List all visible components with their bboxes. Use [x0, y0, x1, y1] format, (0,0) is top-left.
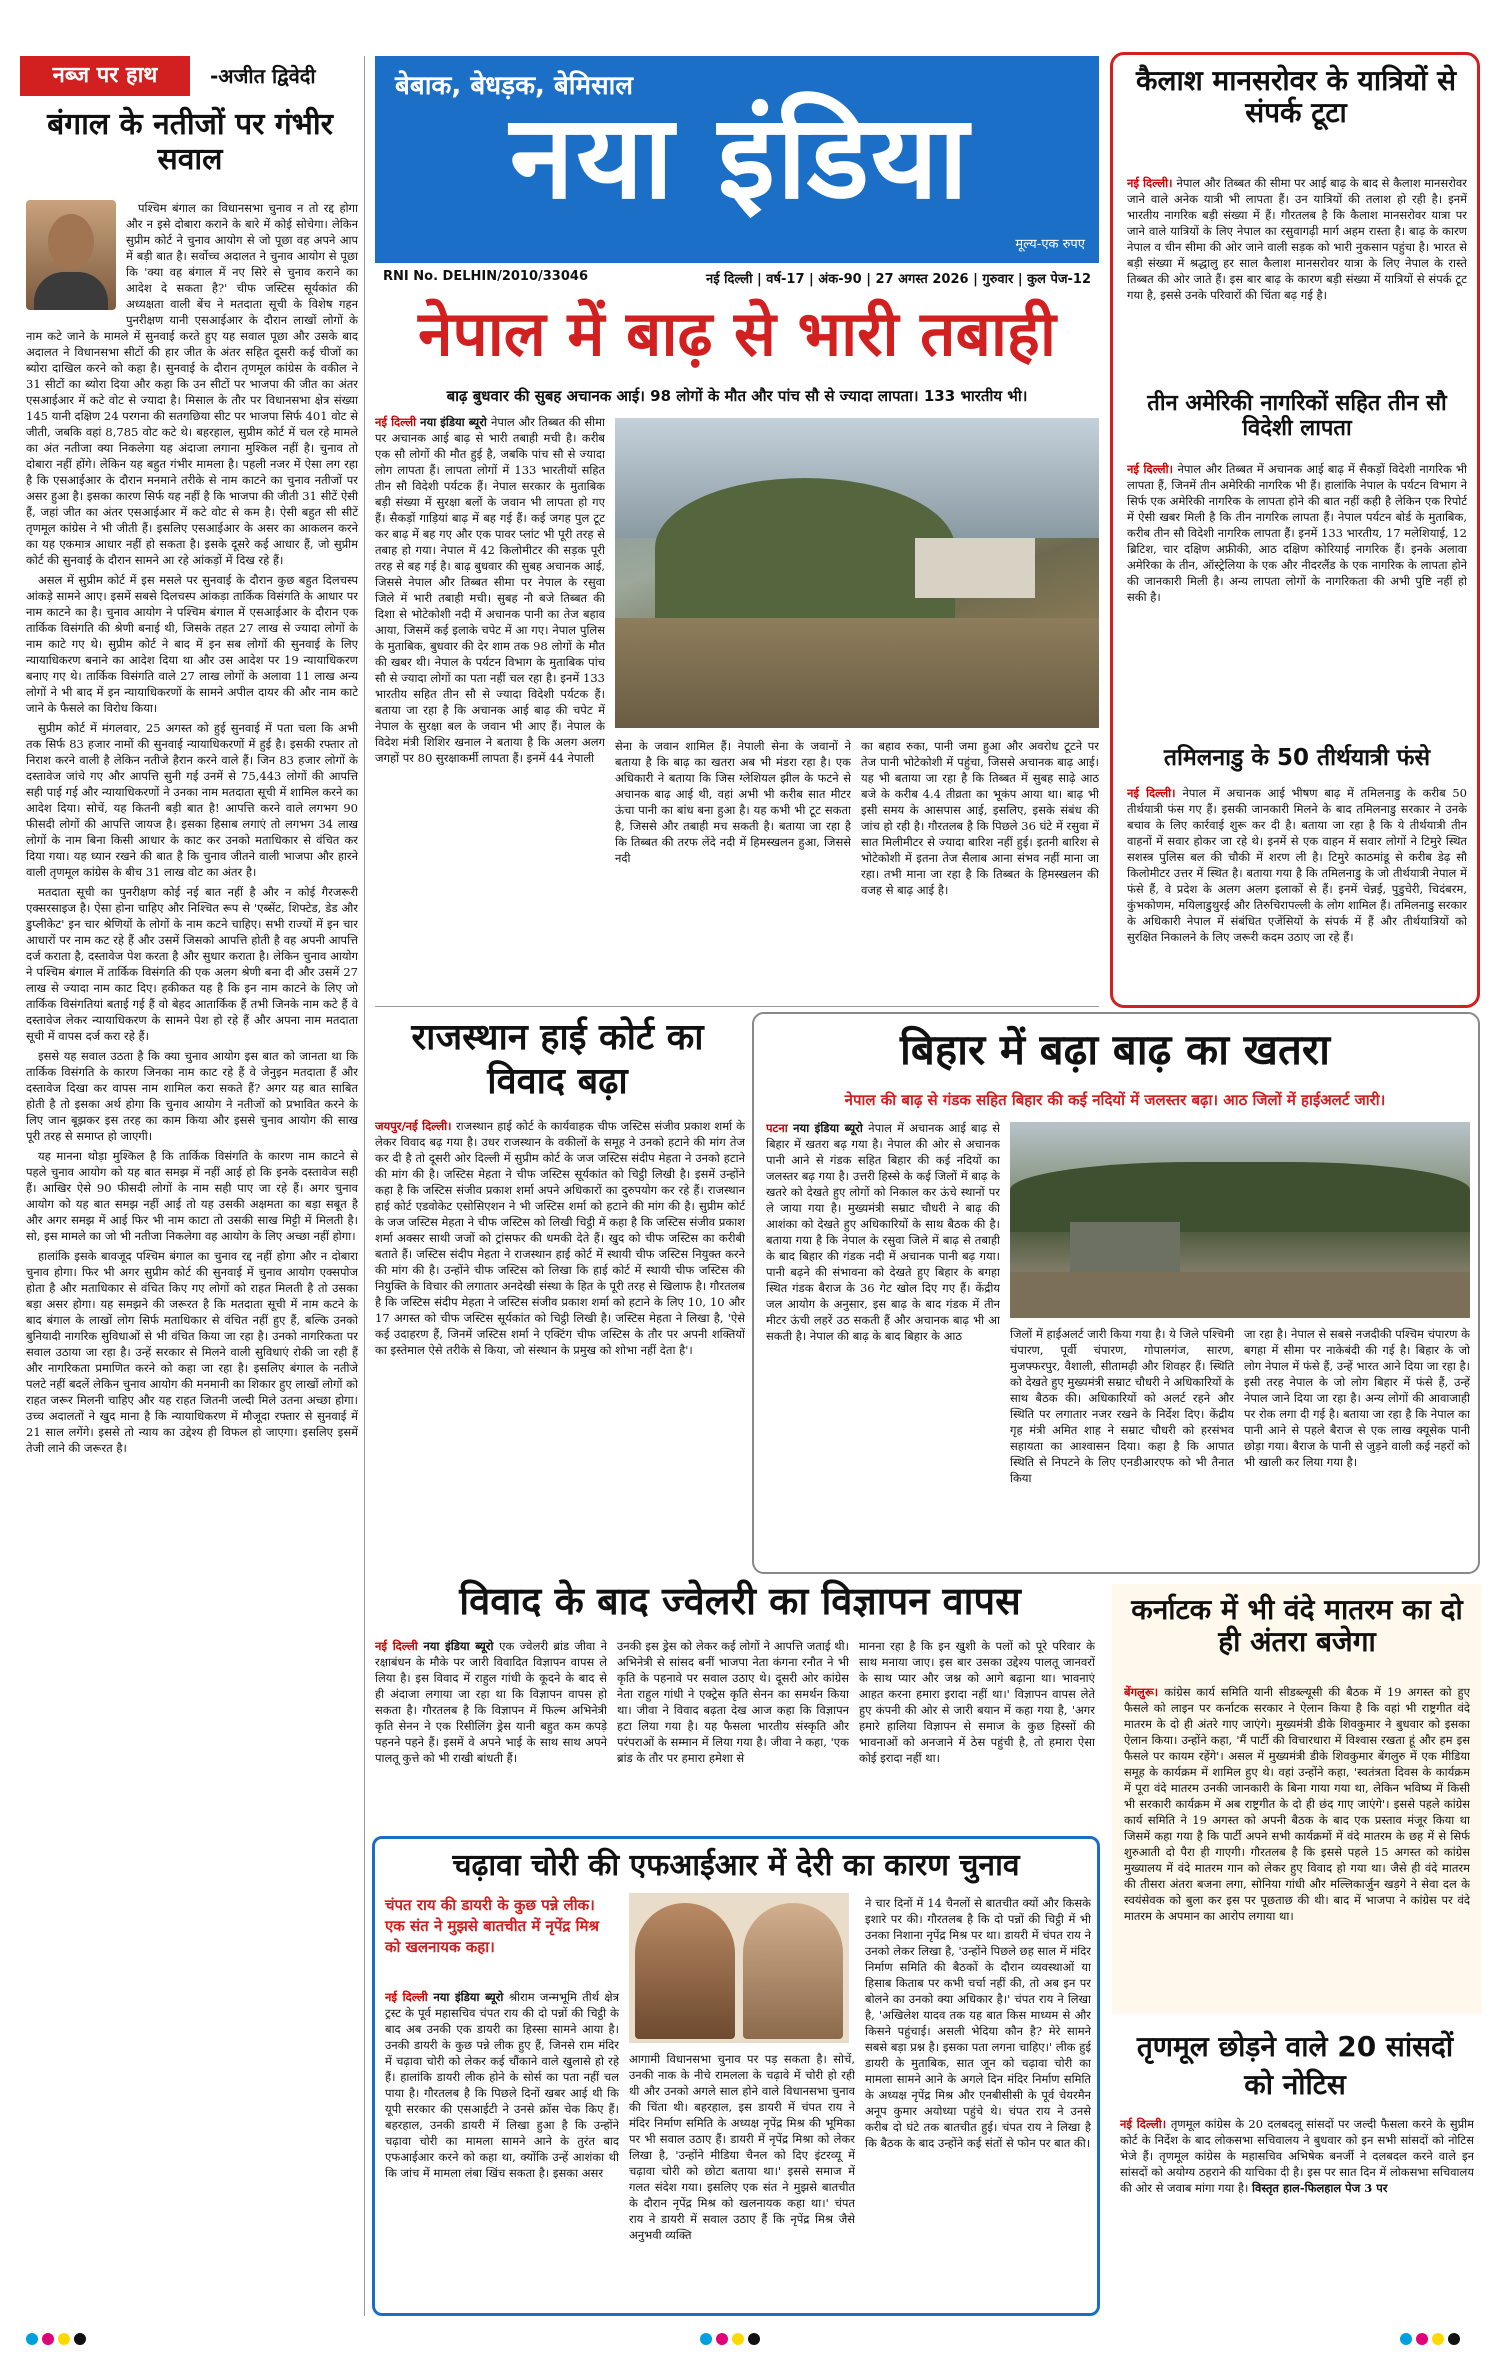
chadhawa-photos — [629, 1893, 849, 2043]
jewellery-byline: नया इंडिया ब्यूरो — [423, 1639, 500, 1653]
chadhawa-callout: चंपत राय की डायरी के कुछ पन्ने लीक। एक संत ने मुझसे बातचीत में नृपेंद्र मिश्र को खलनायक कहा। — [385, 1896, 600, 1956]
tmc-dateline: नई दिल्ली। — [1120, 2117, 1171, 2131]
chadhawa-byline: नया इंडिया ब्यूरो — [433, 1990, 509, 2004]
column-author: -अजीत द्विवेदी — [210, 64, 316, 88]
column-paragraph: यह मानना थोड़ा मुश्किल है कि तार्किक विसंगति के कारण नाम काटने से पहले चुनाव आयोग को यह बात समझ में नहीं आई हो कि इनके दस्तावेज सही हैं। आखिर ऐसे 90 फीसदी लोगों के नाम सही पाए जा रहे हैं। अगर चुनाव आयोग को यह बात समझ नहीं आई तो यह उसकी अक्षमता का बड़ा सबूत है और अगर समझ में आई फिर भी नाम काटा तो उसकी साख मिट्टी में मिलती है। सो, इस मामले का जो भी नतीजा निकलेगा वह आयोग के लिए अच्छा नहीं होगा। — [26, 1149, 358, 1243]
chadhawa-col3 — [865, 1895, 1091, 2305]
column-paragraph: पश्चिम बंगाल का विधानसभा चुनाव न तो रद्द होगा और न इसे दोबारा कराने के बारे में कोई सोचेगा। लेकिन सुप्रीम कोर्ट ने चुनाव आयोग से जो पूछा वह अपने आप में बड़ी बात है। सर्वोच्च अदालत ने चुनाव आयोग से पूछा कि 'क्या वह बंगाल में नए सिरे से चुनाव कराने का आदेश दे सकता है?' चीफ जस्टिस सूर्यकांत की अध्यक्षता वाली बेंच ने मतदाता सूची के विशेष गहन पुनरीक्षण यानी एसआईआर के दौरान लाखों लोगों के नाम कटे जाने के मामले में सुनवाई करते हुए यह सवाल पूछा और उसके बाद अदालत ने विधानसभा सीटों की हार जीत के अंतर सहित दूसरी कई चीजों का ब्योरा दाखिल करने को कहा है। सुनवाई के दौरान तृणमूल कांग्रेस के वकील ने 31 सीटों का ब्योरा दिया और कहा कि उन सीटों पर भाजपा की जीत का अंतर एसआईआर में कटे वोट से ज्यादा है। मिसाल के तौर पर विधानसभा क्षेत्र संख्या 145 यानी दक्षिण 24 परगना की सतगछिया सीट पर भाजपा सिर्फ 401 वोट से जीती, जबकि वहां 8,785 वोट कटे थे। बहरहाल, सुप्रीम कोर्ट में चल रहे मामले का अंत नतीजा क्या निकलेगा यह अंदाजा लगाना मुश्किल नहीं है। चुनाव तो दोबारा नहीं होंगे। लेकिन यह बहुत गंभीर मामला है। पहली नजर में ऐसा लग रहा है कि एसआईआर के दौरान मनमाने तरीके से नाम काटने का चुनाव नतीजों पर असर हुआ है। इसका कारण सिर्फ यह नहीं है कि भाजपा की जीती 31 सीटें ऐसी हैं, जहां जीत का अंतर एसआईआर में कटे वोट से कम है। ऐसी बहुत सी सीटें तृणमूल कांग्रेस ने भी जीती हैं। इसलिए एसआईआर के असर का आकलन करने का यह एकमात्र आधार नहीं हो सकता है। इसके दूसरे कई आधार हैं, जो सुप्रीम कोर्ट की सुनवाई के दौरान सामने आ रहे आंकड़ों में दिख रहे हैं। — [26, 201, 358, 567]
column-label: नब्ज पर हाथ — [20, 56, 190, 96]
americans-dateline: नई दिल्ली। — [1127, 462, 1178, 476]
chadhawa-text-2: आगामी विधानसभा चुनाव पर पड़ सकता है। सोचें, उनकी नाक के नीचे रामलला के चढ़ावे में चोरी हो रही थी और उनको अगले साल होने वाले विधानसभा चुनाव की चिंता थी। बहरहाल, इस डायरी में चंपत राय ने मंदिर निर्माण समिति के अध्यक्ष नृपेंद्र मिश्र की भूमिका पर भी सवाल उठाए हैं। डायरी में नृपेंद्र मिश्रा को लेकर लिखा है, 'उन्होंने मीडिया चैनल को दिए इंटरव्यू में चढ़ावा चोरी को छोटा बताया था।' इससे समाज में गलत संदेश गया। इसलिए एक संत ने मुझसे बातचीत के दौरान नृपेंद्र मिश्र को खलनायक कहा था।' चंपत राय ने डायरी में सवाल उठाए हैं कि नृपेंद्र मिश्र जैसे अनुभवी व्यक्ति — [629, 2052, 855, 2242]
bihar-text-1: नेपाल में अचानक आई बाढ़ से बिहार में खतरा बढ़ गया है। नेपाल की ओर से अचानक पानी आने से गंडक सहित बिहार की कई नदियों का जलस्तर बढ़ गया है। उत्तरी हिस्से के कई जिलों में बाढ़ के खतरे को देखते हुए लोगों को निकाल कर ऊंचे स्थानों पर ले जाया गया है। मुख्यमंत्री सम्राट चौधरी ने बाढ़ की आशंका को देखते हुए अधिकारियों के साथ बैठक की है। बताया गया है कि नेपाल के रसुवा जिले में बाढ़ से तबाही के बाद बिहार की गंडक नदी में अचानक पानी बढ़ गया। पानी बढ़ने की संभावना को देखते हुए बिहार के बगहा स्थित गंडक बैराज के 36 गेट खोल दिए गए हैं। केंद्रीय जल आयोग के अनुसार, इस बाढ़ के बाद गंडक में तीन मीटर ऊंची लहरें उठ सकती हैं और अचानक बाढ़ भी आ सकती है। नेपाल की बाढ़ के बाद बिहार के आठ — [766, 1121, 1000, 1343]
chadhawa-box — [372, 1836, 1100, 2316]
photo-mud — [615, 618, 1099, 728]
registration-marks-left — [26, 2330, 90, 2349]
portrait-right — [743, 1903, 843, 2039]
photo-hillside — [655, 478, 955, 618]
bihar-flood-photo — [1010, 1122, 1470, 1318]
nepal-text-2: सेना के जवान शामिल हैं। नेपाली सेना के जवानों ने बताया है कि बाढ़ का खतरा अब भी मंडरा रहा है। एक अधिकारी ने बताया कि जिस ग्लेशियल झील के फटने से अचानक बाढ़ आई थी, वहां अभी भी करीब सात मीटर ऊंचा पानी का बांध बना हुआ है। यह कभी भी टूट सकता है, जिससे और तबाही मच सकती है। बताया जा रहा है कि तिब्बत की तरफ लेंदे नदी में हिमस्खलन हुआ, जिससे नदी — [615, 739, 851, 865]
bihar-headline: बिहार में बढ़ा बाढ़ का खतरा — [900, 1025, 1330, 1074]
chadhawa-text-1: श्रीराम जन्मभूमि तीर्थ क्षेत्र ट्रस्ट के पूर्व महासचिव चंपत राय की दो पन्नों की चिट्ठी के बाद अब उनकी एक डायरी का हिस्सा सामने आया है। उनकी डायरी के कुछ पन्ने लीक हुए हैं, जिनसे राम मंदिर में चढ़ावा चोरी को लेकर कई चौंकाने वाले खुलासे हो रहे हैं। हालांकि डायरी लीक होने के सोर्स का पता नहीं चल पाया है। गौरतलब है कि पिछले दिनों खबर आई थी कि यूपी सरकार की एसआईटी ने उनसे क्रॉस चेक किए हैं। बहरहाल, उनकी डायरी में लिखा हुआ है कि उन्होंने चढ़ावा चोरी का मामला सामने आने के तुरंत बाद एफआईआर करने को कहा था, क्योंकि उन्हें आशंका थी कि जांच में मामला लंबा खिंच सकता है। इसका असर — [385, 1990, 619, 2180]
karnataka-headline: कर्नाटक में भी वंदे मातरम का दो ही अंतरा बजेगा — [1131, 1593, 1463, 1659]
karnataka-box — [1112, 1584, 1482, 2014]
bihar-col3 — [1244, 1326, 1470, 1568]
column-body — [26, 200, 358, 2310]
kailash-body — [1127, 175, 1467, 387]
nepal-text-3: का बहाव रुका, पानी जमा हुआ और अवरोध टूटने पर तेज पानी भोटेकोशी में पहुंचा, जिससे अचानक बाढ़ आई। यह भी बताया जा रहा है कि तिब्बत में सुबह साढ़े आठ बजे के करीब 4.4 तीव्रता का भूकंप आया था। बाढ़ भी इसी समय के आसपास आई, इसलिए, इसके संबंध की जांच हो रही है। गौरतलब है कि पिछले 36 घंटे में रसुवा में सात मिलीमीटर से ज्यादा बारिश नहीं हुई। इतनी बारिश से भोटेकोशी में इतना तेज सैलाब आना संभव नहीं माना जा रहा। तभी माना जा रहा है कि तिब्बत के हिमस्खलन की वजह से बाढ़ आई है। — [861, 739, 1099, 897]
photo-debris — [1010, 1272, 1470, 1318]
jewellery-col2 — [617, 1638, 849, 1828]
tmc-text: तृणमूल कांग्रेस के 20 दलबदलू सांसदों पर जल्दी फैसला करने के सुप्रीम कोर्ट के निर्देश के बाद लोकसभा सचिवालय ने बुधवार को इन सभी सांसदों को नोटिस भेजे हैं। तृणमूल कांग्रेस के महासचिव अभिषेक बनर्जी ने दलबदल करने वाले इन सांसदों को अयोग्य ठहराने की याचिका दी है। इस पर सात दिन में लोकसभा सचिवालय की ओर से जवाब मांगा गया है। — [1120, 2117, 1474, 2195]
nepal-byline: नया इंडिया ब्यूरो — [420, 415, 491, 429]
tamilnadu-dateline: नई दिल्ली। — [1127, 786, 1183, 800]
rajasthan-text: राजस्थान हाई कोर्ट के कार्यवाहक चीफ जस्टिस संजीव प्रकाश शर्मा के लेकर विवाद बढ़ गया है। उधर राजस्थान के वकीलों के समूह ने उनको हटाने की मांग तेज कर दी है तो दूसरी ओर दिल्ली में सुप्रीम कोर्ट के जज जस्टिस संदीप मेहता ने उनको हटाने की मांग की है। जस्टिस मेहता ने चीफ जस्टिस सूर्यकांत को चिट्ठी लिखी है। इसमें उन्होंने कहा है कि जस्टिस संजीव प्रकाश शर्मा अपने अधिकारों का दुरुपयोग कर रहे हैं। राजस्थान हाई कोर्ट एडवोकेट एसोसिएशन ने भी जस्टिस शर्मा को हटाने की मांग की है। सुप्रीम कोर्ट के जज जस्टिस मेहता ने चीफ जस्टिस को लिखी चिट्ठी में कहा है कि जस्टिस संजीव प्रकाश शर्मा अक्सर साथी जजों को ट्रांसफर की धमकी देते हैं। खुद को चीफ जस्टिस का करीबी बताते हैं। जस्टिस संदीप मेहता ने राजस्थान हाई कोर्ट में स्थायी चीफ जस्टिस नियुक्त करने की मांग की है। उन्होंने चीफ जस्टिस को लिखा कि हाई कोर्ट में स्थायी चीफ जस्टिस की नियुक्ति के विचार की लगातार अनदेखी संस्था के हित के पूरी तरह से खिलाफ है। गौरतलब है कि जस्टिस संदीप मेहता ने जस्टिस संजीव प्रकाश शर्मा को हटाने के लिए 10, 10 और 17 अगस्त को चीफ जस्टिस सूर्यकांत को चिट्ठी लिखी है। जस्टिस मेहता ने लिखा है, 'ऐसे कई उदाहरण हैं, जिनमें जस्टिस शर्मा ने एक्टिंग चीफ जस्टिस के तौर पर अपनी शक्तियों का इस्तेमाल ऐसे तरीके से किया, जो संस्थान के प्रमुख को शोभा नहीं देता है'। — [375, 1119, 745, 1357]
column-paragraph: हालांकि इसके बावजूद पश्चिम बंगाल का चुनाव रद्द नहीं होगा और न दोबारा चुनाव होगा। फिर भी अगर सुप्रीम कोर्ट की सुनवाई में चुनाव आयोग एक्सपोज होता है और मताधिकार से वंचित किए गए लोगों को राहत मिलती है तो उसका बड़ा असर होगा। यह समझने की जरूरत है कि मतदाता सूची में नाम कटने के बाद बंगाल के लाखों लोग सिर्फ मताधिकार से वंचित नहीं हुए हैं, बल्कि उनको बुनियादी नागरिक सुविधाओं से भी वंचित किया जा रहा है। उनको नागरिकता पर सवाल उठाया जा रहा है। उन्हें सरकार से मिलने वाली सुविधाएं रोकी जा रही हैं और नागरिकता प्रमाणित करने को कहा जा रहा है। इसलिए बंगाल के नतीजे पलटे नहीं बदलें लेकिन चुनाव आयोग की मनमानी का शिकार हुए लाखों लोगों को राहत जरूर मिलनी चाहिए और यह राहत जितनी जल्दी मिले उतना अच्छा होगा। उच्च अदालतों ने खुद माना है कि न्यायाधिकरण में मौजूदा रफ्तार से सुनवाई में 21 साल लगेंगे। इससे तो न्याय का उद्देश्य ही विफल हो जाएगा। इसलिए इसमें तेजी लाने की जरूरत है। — [26, 1249, 358, 1455]
jewellery-text-3: मानना रहा है कि इन खुशी के पलों को पूरे परिवार के साथ मनाया जाए। इस बार उसका उद्देश्य पालतू जानवरों के साथ प्यार और जश्न को आगे बढ़ाना था। भावनाएं आहत करना हमारा इरादा नहीं था।' विज्ञापन वापस लेते हुए कंपनी की ओर से जारी बयान में कहा गया है, 'अगर हमारे हालिया विज्ञापन से समाज के कुछ हिस्सों की भावनाओं को अनजाने में ठेस पहुंची है, तो हमारा ऐसा कोई इरादा नहीं था। — [859, 1639, 1095, 1765]
rajasthan-body — [375, 1118, 745, 1562]
photo-buildings — [915, 538, 1035, 598]
right-news-box — [1110, 52, 1480, 1008]
americans-text: नेपाल और तिब्बत में अचानक आई बाढ़ में सैकड़ों विदेशी नागरिक भी लापता हैं, जिनमें तीन अमेरिकी नागरिक भी हैं। हालांकि नेपाल के पर्यटन विभाग ने सिर्फ एक अमेरिकी नागरिक के लापता होने की बात नहीं कही है लेकिन एक रिपोर्ट में ऐसी खबर मिली है कि तीन नागरिक लापता हैं। नेपाल पर्यटन बोर्ड के मुताबिक, करीब तीन सौ विदेशी नागरिक लापता हैं। इनमें 133 भारतीय, 17 मलेशियाई, 12 ब्रिटिश, चार दक्षिण अफ्रीकी, आठ दक्षिण कोरियाई नागरिक हैं। इनके अलावा अमेरिका के तीन, ऑस्ट्रेलिया के एक और नीदरलैंड के एक नागरिक के लापता होने की जानकारी मिली है। अन्य लापता लोगों के नागरिकता की अभी पुष्टि नहीं हो सकी है। — [1127, 462, 1467, 604]
nepal-dateline: नई दिल्ली — [375, 415, 421, 429]
jewellery-col3 — [859, 1638, 1095, 1828]
column-label-bar — [20, 56, 360, 96]
tamilnadu-headline: तमिलनाडु के 50 तीर्थयात्री फंसे — [1163, 745, 1431, 771]
chadhawa-col2 — [629, 2051, 855, 2305]
nepal-col2 — [615, 738, 851, 994]
kailash-dateline: नई दिल्ली। — [1127, 176, 1177, 190]
nepal-subhead: बाढ़ बुधवार की सुबह अचानक आई। 98 लोगों के मौत और पांच सौ से ज्यादा लापता। 133 भारतीय भी। — [446, 387, 1028, 405]
bihar-text-2: जिलों में हाईअलर्ट जारी किया गया है। ये जिले पश्चिमी चंपारण, पूर्वी चंपारण, गोपालगंज, सारण, मुजफ्फरपुर, वैशाली, सीतामढ़ी और शिवहर हैं। स्थिति को देखते हुए मुख्यमंत्री सम्राट चौधरी ने अधिकारियों के साथ बैठक की। अधिकारियों को अलर्ट रहने और स्थिति पर लगातार नजर रखने के निर्देश दिए। केंद्रीय गृह मंत्री अमित शाह ने सम्राट चौधरी को हरसंभव सहायता का आश्वासन दिया। कहा है कि आपात स्थिति से निपटने के लिए एनडीआरएफ को भी तैनात किया — [1010, 1327, 1234, 1485]
bihar-text-3: जा रहा है। नेपाल से सबसे नजदीकी पश्चिम चंपारण के बगहा में सीमा पर नाकेबंदी की गई है। बिहार के जो लोग नेपाल में फंसे हैं, उन्हें भारत आने दिया जा रहा है। इसी तरह नेपाल के जो लोग बिहार में फंसे हैं, उन्हें नेपाल जाने दिया जा रहा है। अन्य लोगों की आवाजाही पर रोक लगा दी गई है। बताया जा रहा है कि नेपाल का पानी आने से पहले बैराज से एक लाख क्यूसेक पानी छोड़ा गया। बैराज के पानी से जुड़ने वाली कई नहरों को भी खाली कर लिया गया है। — [1244, 1327, 1470, 1469]
bihar-dateline: पटना — [766, 1121, 794, 1135]
rajasthan-headline: राजस्थान हाई कोर्ट का विवाद बढ़ा — [411, 1017, 704, 1102]
column-paragraph: सुप्रीम कोर्ट में मंगलवार, 25 अगस्त को हुई सुनवाई में पता चला कि अभी तक सिर्फ 83 हजार नामों की सुनवाई न्यायाधिकरणों में हुई है। इसकी रफ्तार तो निराश करने वाली है लेकिन नतीजे हैरान करने वाले हैं। जिन 83 हजार लोगों के दस्तावेज जांचे गए और आपत्ति सुनी गई उनमें से 75,443 लोगों की आपत्ति सही पाई गई और न्यायाधिकरणों ने उनका नाम मतदाता सूची में शामिल करने का आदेश दिया। सोचें, यह कितनी बड़ी बात है! आपत्ति करने वाले लगभग 90 फीसदी लोगों की आपत्ति जायज है। इसका हिसाब लगाएं तो लगभग 34 लाख लोगों के नाम बिना किसी आधार के काट कर उनको मताधिकार से वंचित कर दिया गया। यह ध्यान रखने की बात है कि चुनाव जीतने वाली भाजपा और हारने वाली तृणमूल कांग्रेस के बीच 31 लाख वोट का अंतर है। — [26, 721, 358, 879]
chadhawa-dateline: नई दिल्ली — [385, 1990, 434, 2004]
nepal-headline: नेपाल में बाढ़ से भारी तबाही — [418, 297, 1056, 370]
jewellery-text-2: उनकी इस ड्रेस को लेकर कई लोगों ने आपत्ति जताई थी। अभिनेत्री से सांसद बनीं भाजपा नेता कंगना रनौत ने भी कृति के पहनावे पर सवाल उठाए थे। दूसरी ओर कांग्रेस नेता राहुल गांधी ने एक्ट्रेस कृति सेनन का समर्थन किया था। जीवा ने विवाद बढ़ता देख आज कहा कि विज्ञापन हटा लिया गया है। यह फैसला भारतीय संस्कृति और परंपराओं के सम्मान में लिया गया है। जीवा ने कहा, 'एक ब्रांड के तौर पर हमारा हमेशा से — [617, 1639, 849, 1765]
karnataka-text: कांग्रेस कार्य समिति यानी सीडब्ल्यूसी की बैठक में 19 अगस्त को हुए फैसले को लाइन पर कर्नाटक सरकार ने ऐलान किया है कि वहां भी राष्ट्रगीत वंदे मातरम के दो ही अंतरे गाए जाएंगे। मुख्यमंत्री डीके शिवकुमार ने बुधवार को इसका ऐलान किया। उन्होंने कहा, 'मैं पार्टी की विचारधारा में विश्वास रखता हूं और हम इस फैसले पर कायम रहेंगे'। असल में मुख्यमंत्री डीके शिवकुमार बेंगलुरु में एक मीडिया समूह के कार्यक्रम में शामिल हुए थे। वहां उन्होंने कहा, 'स्वतंत्रता दिवस के कार्यक्रम में पूरा वंदे मातरम उनकी जानकारी के बिना गाया गया था, लेकिन भविष्य में किसी भी सरकारी कार्यक्रम में अब राष्ट्रगीत के दो ही छंद गाए जाएंगे'। इससे पहले कांग्रेस कार्य समिति ने 19 अगस्त को अपनी बैठक के बाद एक प्रस्ताव मंजूर किया था जिसमें कहा गया है कि पार्टी अपने सभी कार्यक्रमों में वंदे मातरम के छह में से सिर्फ शुरुआती दो पैरा ही गाएगी। गौरतलब है कि इससे पहले 15 अगस्त को कांग्रेस मुख्यालय में वंदे मातरम गान को लेकर हुए विवाद हो गया था। जैसे ही वंदे मातरम की तीसरा अंतरा बजना लगा, सोनिया गांधी और मल्लिकार्जुन खड़गे ने सेवा दल के स्वयंसेवक को बुला कर इस पर पूछताछ की थी। बाद में भाजपा ने कांग्रेस पर वंदे मातरम के अपमान का आरोप लगाया था। — [1124, 1685, 1470, 1923]
nepal-col1 — [375, 414, 605, 994]
chadhawa-col1 — [385, 1989, 619, 2305]
column-headline: बंगाल के नतीजों पर गंभीर सवाल — [47, 107, 333, 177]
jewellery-dateline: नई दिल्ली — [375, 1639, 424, 1653]
kailash-headline: कैलाश मानसरोवर के यात्रियों से संपर्क टूटा — [1135, 64, 1457, 130]
tmc-body — [1120, 2116, 1474, 2296]
tamilnadu-text: नेपाल में अचानक आई भीषण बाढ़ में तमिलनाडु के करीब 50 तीर्थयात्री फंस गए हैं। इसकी जानकारी मिलने के बाद तमिलनाडु सरकार ने उनके बचाव के लिए कार्रवाई शुरू कर दी है। बताया जा रहा है कि ये तीर्थयात्री तीन वाहनों में सवार होकर जा रहे थे। इनमें से एक वाहन में सवार लोगों ने टिमुरे स्थित सशस्त्र पुलिस बल की चौकी में शरण ली है। टिमुरे काठमांडू से करीब डेढ़ सौ किलोमीटर उत्तर में स्थित है। बताया गया है कि तमिलनाडु के जो तीर्थयात्री नेपाल में फंसे हैं, वे प्रदेश के अलग अलग इलाकों से हैं। इनमें चेन्नई, पुडुचेरी, चिदंबरम, कुंभकोणम, मयिलाडुथुरई और तिरुचिरापल्ली के लोग शामिल हैं। तमिलनाडु सरकार के अधिकारी नेपाल में संबंधित एजेंसियों के संपर्क में हैं और तीर्थयात्रियों को सुरक्षित निकालने के लिए जरूरी कदम उठाए जा रहे हैं। — [1127, 786, 1467, 944]
karnataka-body — [1124, 1684, 1470, 2006]
registration-marks-right — [1400, 2330, 1464, 2349]
tmc-headline: तृणमूल छोड़ने वाले 20 सांसदों को नोटिस — [1136, 2030, 1454, 2101]
karnataka-dateline: बेंगलुरू। — [1124, 1685, 1165, 1699]
bihar-subhead: नेपाल की बाढ़ से गंडक सहित बिहार की कई नदियों में जलस्तर बढ़ा। आठ जिलों में हाईअलर्ट जारी। — [844, 1091, 1386, 1109]
jewellery-text-1: एक ज्वेलरी ब्रांड जीवा ने रक्षाबंधन के मौके पर जारी विवादित विज्ञापन वापस ले लिया है। इस विवाद में राहुल गांधी के कूदने के बाद से ही अंदाजा लगाया जा रहा था कि विज्ञापन वापस हो सकता है। गौरतलब है कि विज्ञापन में फिल्म अभिनेत्री कृति सेनन ने एक रिसीलिंग ड्रेस यानी बहुत कम कपड़े पहनने पहने हैं। इसमें वे अपने भाई के साथ साथ अपने पालतू कुत्ते को भी राखी बांधती हैं। — [375, 1639, 607, 1765]
bihar-col1 — [766, 1120, 1000, 1568]
americans-body — [1127, 461, 1467, 737]
jewellery-headline: विवाद के बाद ज्वेलरी का विज्ञापन वापस — [459, 1579, 1021, 1623]
masthead-price: मूल्य-एक रुपए — [1015, 237, 1085, 252]
masthead-info-bar — [375, 260, 1099, 292]
nepal-text-1: नेपाल और तिब्बत की सीमा पर अचानक आई बाढ़ से भारी तबाही मची है। करीब एक सौ लोगों की मौत हुई है, जबकि पांच सौ से ज्यादा लोग लापता हैं। लापता लोगों में 133 भारतीयों सहित तीन सौ विदेशी पर्यटक हैं। नेपाल सरकार के मुताबिक बड़ी संख्या में सुरक्षा बलों के जवान भी लापता हो गए हैं। सैकड़ों गाड़ियां बाढ़ में बह गई हैं। कई जगह पुल टूट कर बाढ़ में बह गए और एक पावर प्लांट भी पूरी तरह से तबाह हो गया। नेपाल में 42 किलोमीटर की सड़क पूरी तरह से बह गई है। बाढ़ बुधवार की सुबह अचानक आई, जिससे नेपाल और तिब्बत सीमा पर नेपाल के रसुवा जिले में भारी तबाही मची। सुबह नौ बजे तिब्बत की दिशा से भोटेकोशी नदी में अचानक पानी का तेज बहाव आया, जिसमें कई इलाके चपेट में आ गए। नेपाल पुलिस के मुताबिक, बुधवार की देर शाम तक 98 लोगों के मौत की खबर थी। नेपाल के पर्यटन विभाग के मुताबिक पांच सौ से ज्यादा लोगों का पता नहीं चल रहा है। इनमें 133 भारतीय सहित तीन सौ से ज्यादा विदेशी पर्यटक हैं। बताया जा रहा है कि अचानक आई बाढ़ की चपेट में नेपाल के सुरक्षा बल के जवान भी आए हैं। नेपाल के विदेश मंत्री शिशिर खनाल ने बताया है कि अलग अलग जगहों पर 80 सुरक्षाकर्मी लापता हैं। इनमें 44 नेपाली — [375, 415, 605, 765]
rajasthan-dateline: जयपुर/नई दिल्ली। — [375, 1119, 456, 1133]
tmc-continue-link[interactable]: विस्तृत हाल-फिलहाल पेज 3 पर — [1252, 2181, 1388, 2195]
portrait-left — [635, 1903, 735, 2039]
column-divider — [364, 56, 365, 2316]
masthead — [375, 56, 1099, 292]
column-paragraph: असल में सुप्रीम कोर्ट में इस मसले पर सुनवाई के दौरान कुछ बहुत दिलचस्प आंकड़े सामने आए। इसमें सबसे दिलचस्प आंकड़ा तार्किक विसंगति के आधार पर नाम काटने का है। चुनाव आयोग ने पश्चिम बंगाल में एसआईआर के दौरान एक तार्किक विसंगति की श्रेणी बनाई थी, जिसके तहत 27 लाख से ज्यादा लोगों के नाम काटे गए थे। सुप्रीम कोर्ट ने बाद में इन सब लोगों की सुनवाई के लिए न्यायाधिकरण बनाने का आदेश दिया था और उस आदेश पर 19 न्यायाधिकरण बनाए गए थे। तार्किक विसंगति वाले 27 लाख लोगों के अलावा 11 लाख अन्य लोगों ने भी बाद में इन न्यायाधिकरणों के सामने अपील दायर की और नाम काटे जाने के फैसले का विरोध किया। — [26, 573, 358, 715]
kailash-text: नेपाल और तिब्बत की सीमा पर आई बाढ़ के बाद से कैलाश मानसरोवर जाने वाले अनेक यात्री भी लापता हैं। उन यात्रियों की तलाश हो रही है। इनमें भारतीय नागरिक बड़ी संख्या में हैं। गौरतलब है कि कैलाश मानसरोवर यात्रा पर जाने वाले यात्रियों के लिए नेपाल का रसुवागढ़ी मार्ग अहम रास्ता है। बाढ़ के कारण नेपाल व चीन सीमा की ओर जाने वाली सड़क को भारी नुकसान पहुंचा है। भारत से बड़ी संख्या में श्रद्धालु हर साल कैलाश मानसरोवर यात्रा के लिए नेपाल के रास्ते तिब्बत की ओर जाते हैं। इस बार बाढ़ के कारण बड़ी संख्या में यात्रियों से संपर्क टूट गया है, इससे उनके परिवारों की चिंता बढ़ गई है। — [1127, 176, 1467, 302]
tamilnadu-body — [1127, 785, 1467, 997]
chadhawa-headline: चढ़ावा चोरी की एफआईआर में देरी का कारण चुनाव — [452, 1848, 1020, 1883]
bihar-byline: नया इंडिया ब्यूरो — [793, 1121, 869, 1135]
nepal-col3 — [861, 738, 1099, 994]
chadhawa-text-3: ने चार दिनों में 14 चैनलों से बातचीत क्यों और किसके इशारे पर की। गौरतलब है कि दो पन्नों की चिट्ठी में भी उनका निशाना नृपेंद्र मिश्र पर था। डायरी में चंपत राय ने उनको लेकर लिखा है, 'उन्होंने पिछले छह साल में मंदिर निर्माण समिति की बैठकों के दौरान व्यवस्थाओं या हिसाब किताब पर कभी चर्चा नहीं की, तो अब इन पर बोलने का उनको क्या अधिकार है।' चंपत राय ने लिखा है, 'अखिलेश यादव तक यह बात किस माध्यम से और किसने पहुंचाई। असली भेदिया कौन है? मेरे सामने सबसे बड़ा प्रश्न है। इसका पता लगना चाहिए।' लीक हुई डायरी के मुताबिक, सात जून को चढ़ावा चोरी का मामला सामने आने के अगले दिन मंदिर निर्माण समिति के अध्यक्ष नृपेंद्र मिश्र और एनबीसीसी के पूर्व चेयरमैन अनूप कुमार अयोध्या पहुंचे थे। चंपत राय ने उनसे करीब दो घंटे तक बातचीत हुई। चंपत राय ने लिखा है कि बैठक के बाद उन्होंने कई संतों से फोन पर बात की। — [865, 1896, 1091, 2150]
nepal-flood-photo — [615, 418, 1099, 728]
registration-marks-center — [700, 2330, 764, 2349]
edition-line: नई दिल्ली | वर्ष-17 | अंक-90 | 27 अगस्त 2026 | गुरुवार | कुल पेज-12 — [706, 272, 1091, 287]
masthead-tagline: बेबाक, बेधड़क, बेमिसाल — [395, 71, 634, 101]
bihar-col2 — [1010, 1326, 1234, 1568]
bihar-box — [752, 1012, 1480, 1574]
jewellery-col1 — [375, 1638, 607, 1828]
section-divider — [375, 1006, 1099, 1007]
column-paragraph: मतदाता सूची का पुनरीक्षण कोई नई बात नहीं है और न कोई गैरजरूरी एक्सरसाइज है। ऐसा होना चाहिए और निश्चित रूप से 'एब्सेंट, शिफ्टेड, डेड और डुप्लीकेट' इन चार श्रेणियों के लोगों के नाम कटने चाहिए। सभी राज्यों में इन चार आधारों पर नाम कट रहे हैं और उसमें जिसको आपत्ति होती है वह अपनी आपत्ति दर्ज कराता है, दस्तावेज पेश करता है और सुधार कराता है। लेकिन चुनाव आयोग ने पश्चिम बंगाल में तार्किक विसंगति की एक अलग श्रेणी बना दी और उसमें 27 लाख से ज्यादा नाम काट दिए। हकीकत यह है कि इन नाम काटने के लिए जो तार्किक विसंगतियां बताई गई हैं वो बेहद आतार्किक हैं तभी जिनके नाम कटे हैं वे दस्तावेज लेकर न्यायाधिकरण के सामने पेश हो रहे हैं और अपना नाम मतदाता सूची में वापस दर्ज करा रहे हैं। — [26, 885, 358, 1043]
column-paragraph: इससे यह सवाल उठता है कि क्या चुनाव आयोग इस बात को जानता था कि तार्किक विसंगति के कारण जिनका नाम काट रहे हैं वे जेनुइन मतदाता हैं और दस्तावेज दिखा कर वापस नाम शामिल करा सकते हैं? अगर यह बात साबित होती है तो इसका अर्थ होगा कि चुनाव आयोग ने नतीजों को प्रभावित करने के लिए जान बूझकर इस तरह का काम किया और इससे चुनाव आयोग की साख पूरी तरह से समाप्त हो जाएगी। — [26, 1049, 358, 1143]
masthead-title: नया इंडिया — [509, 90, 971, 225]
rni-number: RNI No. DELHIN/2010/33046 — [383, 269, 588, 284]
americans-headline: तीन अमेरिकी नागरिकों सहित तीन सौ विदेशी लापता — [1147, 391, 1447, 442]
